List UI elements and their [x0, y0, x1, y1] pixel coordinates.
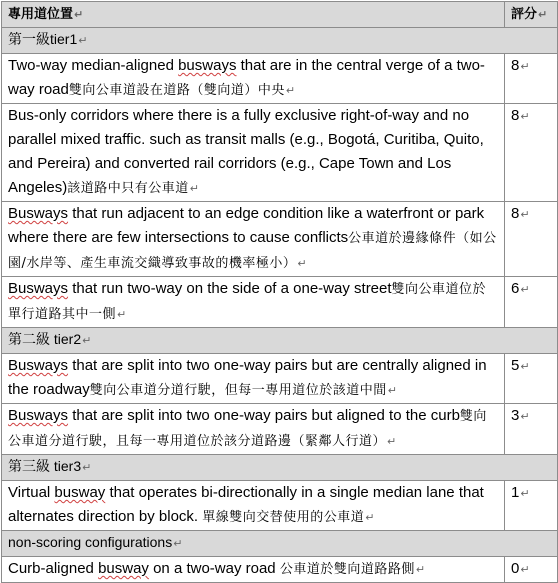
- tier2-label: [2, 328, 558, 354]
- paragraph-mark: ↵: [520, 488, 530, 500]
- position-en-text: Virtual: [8, 484, 55, 501]
- position-en-flagged: Busways: [8, 357, 69, 374]
- score-cell: [505, 104, 558, 202]
- tier3-row: [2, 455, 558, 481]
- score-cell: [505, 481, 558, 531]
- table-row: [2, 202, 558, 277]
- score-value: 8: [511, 205, 520, 222]
- position-zh-text: 雙向公車道分道行駛，且每一專用道位於該分道路邊（緊鄰人行道）: [8, 409, 487, 449]
- nonscoring-label-text: non-scoring configurations: [8, 534, 173, 550]
- tier3-label: [2, 455, 558, 481]
- position-cell: [2, 481, 505, 531]
- nonscoring-label: [2, 531, 558, 557]
- position-en-text: that are split into two one-way pairs but aligned to the curb: [68, 407, 460, 424]
- paragraph-mark: ↵: [538, 9, 548, 21]
- header-position-text: 專用道位置: [8, 6, 74, 21]
- tier1-row: [2, 28, 558, 54]
- position-cell: [2, 404, 505, 455]
- busway-position-table: [1, 1, 558, 583]
- table-row: [2, 557, 558, 583]
- table-row: [2, 104, 558, 202]
- nonscoring-row: [2, 531, 558, 557]
- position-en-text: on a two-way road: [148, 560, 276, 577]
- position-cell: [2, 277, 505, 328]
- position-zh-text: 雙向公車道位於單行道路其中一側: [8, 282, 487, 322]
- score-cell: [505, 404, 558, 455]
- table-header-row: [2, 2, 558, 28]
- position-en-text: that are in the central verge of a two-way road: [8, 57, 485, 98]
- position-en-text: that run two-way on the side of a one-way street: [68, 280, 392, 297]
- paragraph-mark: ↵: [387, 436, 397, 448]
- position-cell: [2, 202, 505, 277]
- table-row: [2, 481, 558, 531]
- header-score-text: 評分: [511, 6, 538, 21]
- paragraph-mark: ↵: [78, 35, 88, 47]
- paragraph-mark: ↵: [74, 9, 84, 21]
- position-zh-text: 公車道於雙向道路路側: [279, 562, 415, 577]
- paragraph-mark: ↵: [365, 512, 375, 524]
- position-zh-text: 該道路中只有公車道: [67, 181, 189, 196]
- position-cell: [2, 104, 505, 202]
- tier2-row: [2, 328, 558, 354]
- table-row: [2, 404, 558, 455]
- table-row: [2, 354, 558, 404]
- paragraph-mark: ↵: [520, 284, 530, 296]
- paragraph-mark: ↵: [520, 411, 530, 423]
- paragraph-mark: ↵: [520, 61, 530, 73]
- table-row: [2, 54, 558, 104]
- position-en-text: Curb-aligned: [8, 560, 99, 577]
- position-cell: [2, 54, 505, 104]
- score-value: 0: [511, 560, 520, 577]
- position-cell: [2, 557, 505, 583]
- score-cell: [505, 54, 558, 104]
- position-en-flagged: busways: [178, 57, 237, 74]
- tier1-label: [2, 28, 558, 54]
- paragraph-mark: ↵: [520, 564, 530, 576]
- score-value: 3: [511, 407, 520, 424]
- score-value: 6: [511, 280, 520, 297]
- score-cell: [505, 277, 558, 328]
- score-cell: [505, 557, 558, 583]
- tier2-label-text: 第二級 tier2: [8, 331, 82, 347]
- score-cell: [505, 354, 558, 404]
- tier1-label-text: 第一級tier1: [8, 31, 78, 47]
- position-zh-text: 公車道於邊緣條件（如公園/水岸等、產生車流交織導致事故的機率極小）: [8, 231, 497, 271]
- table-row: [2, 277, 558, 328]
- score-value: 8: [511, 107, 520, 124]
- paragraph-mark: ↵: [189, 183, 199, 195]
- position-zh-text: 雙向公車道分道行駛，但每一專用道位於該道中間: [89, 383, 387, 398]
- header-score: [505, 2, 558, 28]
- header-position: [2, 2, 505, 28]
- score-value: 1: [511, 484, 520, 501]
- paragraph-mark: ↵: [415, 564, 426, 576]
- position-en-text: that run adjacent to an edge condition like a waterfront or park where there are few intersections to cause conflicts: [8, 205, 485, 246]
- position-en-flagged: busway: [98, 560, 149, 577]
- position-zh-text: 雙向公車道設在道路（雙向道）中央: [68, 83, 285, 98]
- paragraph-mark: ↵: [82, 462, 92, 474]
- position-en-text: Bus-only corridors where there is a fully exclusive right-of-way and no parallel mixed traffic. such as transit malls (e.g., Bogotá, Curitiba, Quito, and Pereira) and converted rail corridors (e.g., Cape Town and Los Angeles): [8, 107, 484, 196]
- score-cell: [505, 202, 558, 277]
- paragraph-mark: ↵: [520, 209, 530, 221]
- paragraph-mark: ↵: [285, 85, 296, 97]
- score-value: 8: [511, 57, 520, 74]
- paragraph-mark: ↵: [117, 309, 127, 321]
- position-cell: [2, 354, 505, 404]
- position-en-flagged: Busways: [8, 407, 69, 424]
- position-en-flagged: Busways: [8, 280, 69, 297]
- position-zh-text: 單線雙向交替使用的公車道: [202, 510, 365, 525]
- position-en-flagged: busway: [54, 484, 106, 501]
- paragraph-mark: ↵: [297, 258, 307, 270]
- paragraph-mark: ↵: [173, 538, 183, 550]
- position-en-text: Two-way median-aligned: [8, 57, 179, 74]
- position-en-text: that are split into two one-way pairs but are centrally aligned in the roadway: [8, 357, 487, 398]
- score-value: 5: [511, 357, 520, 374]
- tier3-label-text: 第三級 tier3: [8, 458, 82, 474]
- paragraph-mark: ↵: [82, 335, 92, 347]
- position-en-flagged: Busways: [8, 205, 69, 222]
- paragraph-mark: ↵: [387, 385, 397, 397]
- position-en-text: that operates bi-directionally in a single median lane that alternates direction by block.: [8, 484, 484, 525]
- paragraph-mark: ↵: [520, 111, 530, 123]
- paragraph-mark: ↵: [520, 361, 530, 373]
